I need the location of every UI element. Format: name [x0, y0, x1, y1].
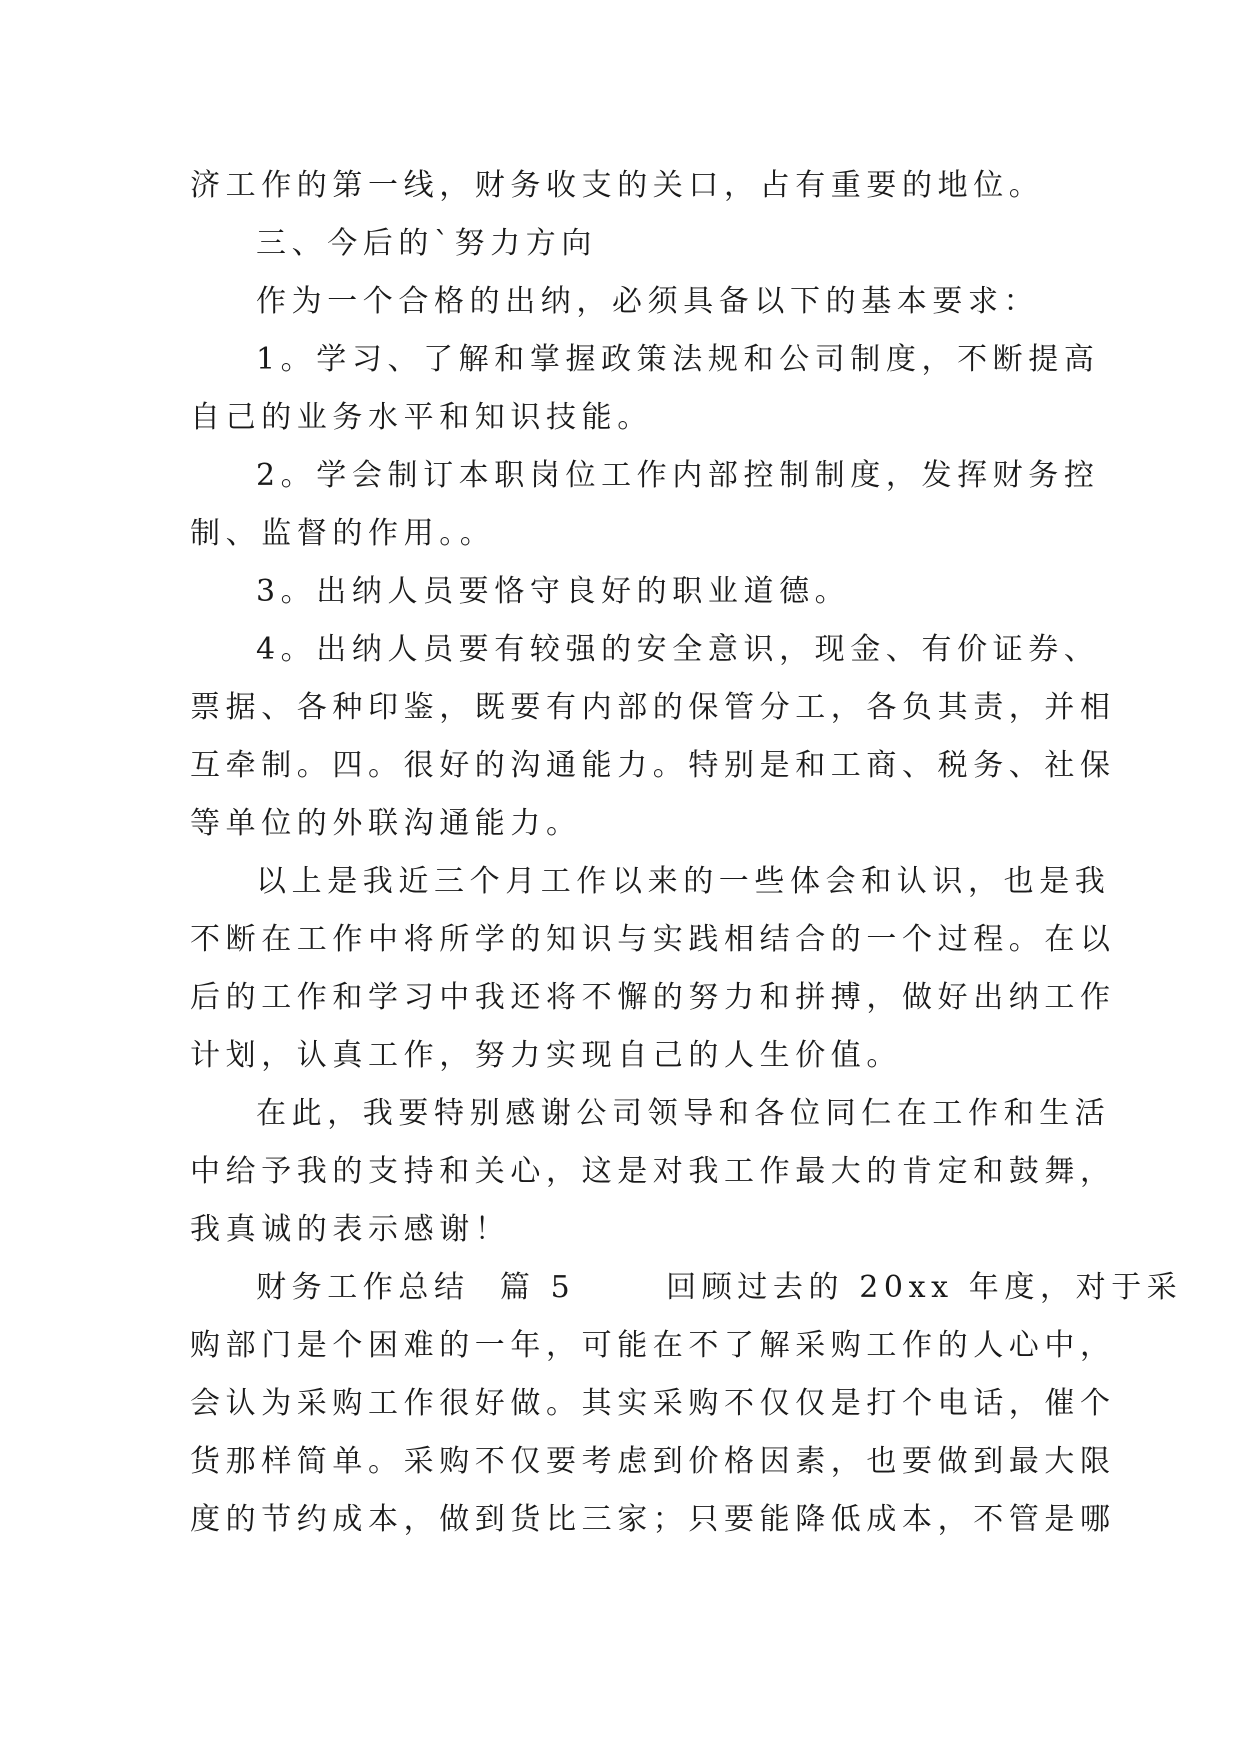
text-line: 作为一个合格的出纳，必须具备以下的基本要求：: [256, 284, 1040, 319]
text-line: 济工作的第一线，财务收支的关口，占有重要的地位。: [190, 168, 1045, 203]
text-line: 不断在工作中将所学的知识与实践相结合的一个过程。在以: [190, 922, 1116, 957]
text-line: 会认为采购工作很好做。其实采购不仅仅是打个电话，催个: [190, 1386, 1116, 1421]
text-line: 后的工作和学习中我还将不懈的努力和拼搏，做好出纳工作: [190, 980, 1116, 1015]
paragraph-start: 以上是我近三个月工作以来的一些体会和认识，也是我: [256, 864, 1111, 899]
text-line: 购部门是个困难的一年，可能在不了解采购工作的人心中，: [190, 1328, 1116, 1363]
paragraph-start: 在此，我要特别感谢公司领导和各位同仁在工作和生活: [256, 1096, 1111, 1131]
list-item-1: 1。学习、了解和掌握政策法规和公司制度，不断提高: [256, 342, 1100, 377]
text-line: 度的节约成本，做到货比三家；只要能降低成本，不管是哪: [190, 1502, 1116, 1537]
list-item-4: 4。出纳人员要有较强的安全意识，现金、有价证券、: [256, 632, 1100, 667]
section-heading: 三、今后的`努力方向: [256, 226, 597, 261]
text-line: 自己的业务水平和知识技能。: [190, 400, 653, 435]
text-line: 等单位的外联沟通能力。: [190, 806, 582, 841]
text-line: 货那样简单。采购不仅要考虑到价格因素，也要做到最大限: [190, 1444, 1116, 1479]
list-item-3: 3。出纳人员要恪守良好的职业道德。: [256, 574, 851, 609]
text-line: 制、监督的作用。。: [190, 516, 496, 551]
section-title-line: 财务工作总结 篇 5 回顾过去的 20xx 年度，对于采: [256, 1270, 1183, 1305]
text-line: 计划，认真工作，努力实现自己的人生价值。: [190, 1038, 902, 1073]
text-line: 票据、各种印鉴，既要有内部的保管分工，各负其责，并相: [190, 690, 1116, 725]
list-item-2: 2。学会制订本职岗位工作内部控制制度，发挥财务控: [256, 458, 1100, 493]
text-line: 我真诚的表示感谢！: [190, 1212, 511, 1247]
text-line: 互牵制。四。很好的沟通能力。特别是和工商、税务、社保: [190, 748, 1116, 783]
text-line: 中给予我的支持和关心，这是对我工作最大的肯定和鼓舞，: [190, 1154, 1116, 1189]
